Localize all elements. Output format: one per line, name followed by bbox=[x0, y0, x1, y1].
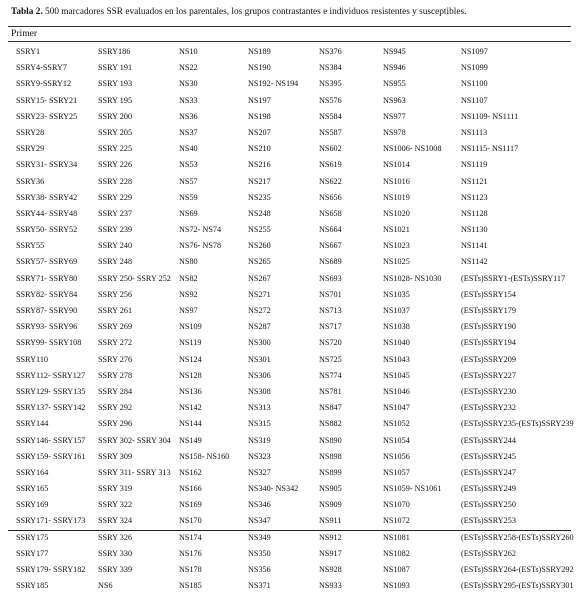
table-cell: SSRY 269 bbox=[98, 322, 133, 332]
table-cell: SSRY4-SSRY7 bbox=[16, 63, 67, 73]
table-top-rule bbox=[8, 26, 571, 27]
table-cell: NS347 bbox=[248, 516, 271, 526]
table-row bbox=[0, 352, 580, 368]
table-cell: SSRY129- SSRY135 bbox=[16, 386, 86, 396]
table-row bbox=[0, 465, 580, 481]
table-cell: SSRY99- SSRY108 bbox=[16, 338, 82, 348]
table-row bbox=[0, 513, 580, 529]
table-cell: SSRY186 bbox=[98, 47, 131, 56]
table-cell: NS92 bbox=[179, 289, 198, 299]
table-cell: NS1115- NS1117 bbox=[461, 144, 519, 154]
table-cell: NS693 bbox=[319, 273, 342, 283]
table-cell: SSRY 226 bbox=[98, 160, 133, 170]
table-cell: NS1016 bbox=[383, 176, 410, 186]
table-cell: NS356 bbox=[248, 565, 271, 574]
table-cell: NS781 bbox=[319, 386, 342, 396]
table-cell: SSRY1 bbox=[16, 47, 41, 56]
table-cell: NS576 bbox=[319, 95, 342, 105]
table-cell: SSRY 296 bbox=[98, 419, 133, 429]
table-cell: NS33 bbox=[179, 95, 198, 105]
table-cell: SSRY 319 bbox=[98, 484, 133, 494]
table-cell: NS260 bbox=[248, 241, 271, 251]
table-cell: SSRY 292 bbox=[98, 403, 133, 413]
table-cell: NS658 bbox=[319, 208, 342, 218]
table-cell: NS1097 bbox=[461, 47, 488, 56]
table-cell: NS890 bbox=[319, 435, 342, 445]
table-cell: SSRY29 bbox=[16, 144, 45, 154]
table-cell: NS197 bbox=[248, 95, 271, 105]
table-cell: SSRY165 bbox=[16, 484, 49, 494]
table-cell: NS97 bbox=[179, 306, 198, 315]
table-header-primer: Primer bbox=[11, 28, 38, 39]
table-cell: SSRY 339 bbox=[98, 565, 133, 574]
table-cell: NS978 bbox=[383, 127, 406, 137]
table-cell: NS210 bbox=[248, 144, 271, 154]
table-cell: NS1028- NS1030 bbox=[383, 273, 442, 283]
table-row bbox=[0, 157, 580, 173]
table-cell: NS142 bbox=[179, 403, 202, 413]
table-cell: NS1081 bbox=[383, 532, 410, 542]
table-cell: NS36 bbox=[179, 111, 198, 121]
table-cell: SSRY71- SSRY80 bbox=[16, 273, 78, 283]
table-cell: NS1107 bbox=[461, 95, 488, 105]
table-cell: SSRY 195 bbox=[98, 95, 133, 105]
table-cell: NS109 bbox=[179, 322, 202, 332]
table-cell: NS267 bbox=[248, 273, 271, 283]
table-cell: SSRY15- SSRY21 bbox=[16, 95, 78, 105]
table-row bbox=[0, 271, 580, 287]
table-cell: NS144 bbox=[179, 419, 202, 429]
table-cell: SSRY 284 bbox=[98, 386, 133, 396]
table-cell: NS1035 bbox=[383, 289, 410, 299]
table-cell: NS59 bbox=[179, 192, 198, 202]
table-cell: SSRY 237 bbox=[98, 208, 133, 218]
table-cell: NS1141 bbox=[461, 241, 488, 251]
table-cell: NS158- NS160 bbox=[179, 451, 230, 461]
table-cell: NS1099 bbox=[461, 63, 488, 73]
table-cell: SSRY 205 bbox=[98, 127, 133, 137]
table-row bbox=[0, 174, 580, 190]
table-cell: SSRY179- SSRY182 bbox=[16, 565, 86, 574]
table-cell: NS713 bbox=[319, 306, 342, 315]
table-row bbox=[0, 222, 580, 238]
table-header-rule bbox=[8, 41, 571, 42]
table-row bbox=[0, 481, 580, 497]
table-cell: SSRY175 bbox=[16, 532, 49, 542]
table-cell: NS300 bbox=[248, 338, 271, 348]
table-cell: NS10 bbox=[179, 47, 198, 56]
table-cell: NS174 bbox=[179, 532, 202, 542]
table-cell: (ESTs)SSRY230 bbox=[461, 386, 516, 396]
table-cell: NS847 bbox=[319, 403, 342, 413]
table-cell: NS912 bbox=[319, 532, 342, 542]
primer-table-body bbox=[0, 44, 580, 594]
table-cell: NS346 bbox=[248, 500, 271, 510]
table-cell: NS287 bbox=[248, 322, 271, 332]
table-cell: NS882 bbox=[319, 419, 342, 429]
table-cell: NS217 bbox=[248, 176, 271, 186]
table-row bbox=[0, 562, 580, 578]
table-cell: NS1006- NS1008 bbox=[383, 144, 442, 154]
table-cell: SSRY55 bbox=[16, 241, 45, 251]
table-cell: NS774 bbox=[319, 370, 342, 380]
table-cell: SSRY169 bbox=[16, 500, 49, 510]
table-cell: (ESTs)SSRY249 bbox=[461, 484, 516, 494]
table-cell: NS1123 bbox=[461, 192, 488, 202]
table-row bbox=[0, 384, 580, 400]
table-cell: NS340- NS342 bbox=[248, 484, 299, 494]
table-cell: NS308 bbox=[248, 386, 271, 396]
table-cell: NS945 bbox=[383, 47, 406, 56]
table-cell: NS1109- NS1111 bbox=[461, 111, 519, 121]
table-cell: NS265 bbox=[248, 257, 271, 267]
table-cell: SSRY 193 bbox=[98, 79, 133, 89]
table-row bbox=[0, 141, 580, 157]
table-cell: SSRY 330 bbox=[98, 548, 133, 558]
table-row bbox=[0, 433, 580, 449]
table-cell: NS1059- NS1061 bbox=[383, 484, 442, 494]
table-cell: NS128 bbox=[179, 370, 202, 380]
table-cell: NS1052 bbox=[383, 419, 410, 429]
table-cell: (ESTs)SSRY154 bbox=[461, 289, 516, 299]
table-cell: NS248 bbox=[248, 208, 271, 218]
table-cell: SSRY28 bbox=[16, 127, 45, 137]
table-row bbox=[0, 416, 580, 432]
table-row bbox=[0, 238, 580, 254]
table-cell: (ESTs)SSRY235-(ESTs)SSRY239 bbox=[461, 419, 574, 429]
table-cell: NS82 bbox=[179, 273, 198, 283]
table-cell: NS1082 bbox=[383, 548, 410, 558]
table-cell: (ESTs)SSRY262 bbox=[461, 548, 516, 558]
table-cell: NS909 bbox=[319, 500, 342, 510]
table-cell: NS1072 bbox=[383, 516, 410, 526]
table-cell: NS1014 bbox=[383, 160, 410, 170]
table-cell: (ESTs)SSRY244 bbox=[461, 435, 516, 445]
table-cell: NS272 bbox=[248, 306, 271, 315]
table-cell: SSRY164 bbox=[16, 467, 49, 477]
table-cell: SSRY 239 bbox=[98, 225, 133, 235]
table-cell: (ESTs)SSRY245 bbox=[461, 451, 516, 461]
table-cell: SSRY 240 bbox=[98, 241, 133, 251]
table-cell: NS313 bbox=[248, 403, 271, 413]
table-cell: SSRY112- SSRY127 bbox=[16, 370, 86, 380]
table-cell: NS37 bbox=[179, 127, 198, 137]
table-cell: SSRY 229 bbox=[98, 192, 133, 202]
table-cell: SSRY 276 bbox=[98, 354, 133, 364]
table-cell: SSRY57- SSRY69 bbox=[16, 257, 78, 267]
table-cell: NS1113 bbox=[461, 127, 488, 137]
table-cell: NS1043 bbox=[383, 354, 410, 364]
table-cell: NS235 bbox=[248, 192, 271, 202]
table-cell: NS395 bbox=[319, 79, 342, 89]
table-cell: NS898 bbox=[319, 451, 342, 461]
table-cell: NS376 bbox=[319, 47, 342, 56]
table-cell: NS53 bbox=[179, 160, 198, 170]
table-cell: SSRY 200 bbox=[98, 111, 133, 121]
table-cell: SSRY 302- SSRY 304 bbox=[98, 435, 171, 445]
table-row bbox=[0, 530, 580, 546]
table-cell: NS664 bbox=[319, 225, 342, 235]
table-cell: NS1021 bbox=[383, 225, 410, 235]
table-cell: SSRY137- SSRY142 bbox=[16, 403, 86, 413]
table-cell: NS899 bbox=[319, 467, 342, 477]
table-cell: NS349 bbox=[248, 532, 271, 542]
table-cell: NS162 bbox=[179, 467, 202, 477]
table-cell: NS911 bbox=[319, 516, 342, 526]
table-cell: NS371 bbox=[248, 581, 271, 591]
table-cell: NS69 bbox=[179, 208, 198, 218]
table-cell: NS216 bbox=[248, 160, 271, 170]
table-cell: SSRY159- SSRY161 bbox=[16, 451, 86, 461]
table-cell: NS701 bbox=[319, 289, 342, 299]
table-cell: SSRY50- SSRY52 bbox=[16, 225, 78, 235]
table-cell: (ESTs)SSRY190 bbox=[461, 322, 516, 332]
table-cell: SSRY9-SSRY12 bbox=[16, 79, 72, 89]
table-cell: NS185 bbox=[179, 581, 202, 591]
table-caption bbox=[11, 6, 571, 18]
table-cell: (ESTs)SSRY247 bbox=[461, 467, 516, 477]
table-cell: NS1038 bbox=[383, 322, 410, 332]
table-row bbox=[0, 578, 580, 594]
table-cell: NS1119 bbox=[461, 160, 488, 170]
table-cell: SSRY 225 bbox=[98, 144, 133, 154]
table-cell: NS1142 bbox=[461, 257, 488, 267]
table-cell: (ESTs)SSRY250 bbox=[461, 500, 516, 510]
table-cell: NS928 bbox=[319, 565, 342, 574]
table-cell: SSRY 322 bbox=[98, 500, 133, 510]
table-row bbox=[0, 93, 580, 109]
table-cell: NS149 bbox=[179, 435, 202, 445]
table-cell: SSRY36 bbox=[16, 176, 45, 186]
table-cell: NS1054 bbox=[383, 435, 410, 445]
table-cell: NS656 bbox=[319, 192, 342, 202]
table-cell: NS1019 bbox=[383, 192, 410, 202]
table-cell: SSRY87- SSRY90 bbox=[16, 306, 78, 315]
table-cell: (ESTs)SSRY1-(ESTs)SSRY117 bbox=[461, 273, 566, 283]
table-cell: NS170 bbox=[179, 516, 202, 526]
table-cell: NS166 bbox=[179, 484, 202, 494]
table-cell: SSRY 278 bbox=[98, 370, 133, 380]
table-cell: SSRY93- SSRY96 bbox=[16, 322, 78, 332]
table-cell: SSRY 248 bbox=[98, 257, 133, 267]
table-cell: SSRY171- SSRY173 bbox=[16, 516, 86, 526]
table-cell: NS1020 bbox=[383, 208, 410, 218]
table-cell: SSRY 191 bbox=[98, 63, 133, 73]
table-row bbox=[0, 254, 580, 270]
table-cell: NS1057 bbox=[383, 467, 410, 477]
table-cell: NS207 bbox=[248, 127, 271, 137]
table-cell: NS255 bbox=[248, 225, 271, 235]
table-cell: SSRY38- SSRY42 bbox=[16, 192, 78, 202]
table-row bbox=[0, 109, 580, 125]
table-cell: NS136 bbox=[179, 386, 202, 396]
table-cell: NS1070 bbox=[383, 500, 410, 510]
table-cell: NS584 bbox=[319, 111, 342, 121]
table-cell: NS955 bbox=[383, 79, 406, 89]
table-cell: NS169 bbox=[179, 500, 202, 510]
table-row bbox=[0, 44, 580, 60]
table-caption-text: 500 marcadores SSR evaluados en los parentales, los grupos contrastantes e individuos resistentes y susceptibles. bbox=[42, 7, 467, 17]
table-cell: NS963 bbox=[383, 95, 406, 105]
table-cell: NS1130 bbox=[461, 225, 488, 235]
table-cell: NS1040 bbox=[383, 338, 410, 348]
table-cell: NS725 bbox=[319, 354, 342, 364]
table-cell: NS176 bbox=[179, 548, 202, 558]
table-cell: NS6 bbox=[98, 581, 113, 591]
table-cell: NS384 bbox=[319, 63, 342, 73]
table-row bbox=[0, 497, 580, 513]
table-cell: SSRY 324 bbox=[98, 516, 133, 526]
table-cell: NS80 bbox=[179, 257, 198, 267]
table-cell: NS76- NS78 bbox=[179, 241, 222, 251]
table-cell: (ESTs)SSRY232 bbox=[461, 403, 516, 413]
table-cell: NS717 bbox=[319, 322, 342, 332]
table-row bbox=[0, 400, 580, 416]
table-cell: SSRY 261 bbox=[98, 306, 133, 315]
table-row bbox=[0, 76, 580, 92]
table-cell: NS1037 bbox=[383, 306, 410, 315]
table-cell: NS271 bbox=[248, 289, 271, 299]
table-cell: NS917 bbox=[319, 548, 342, 558]
table-cell: NS689 bbox=[319, 257, 342, 267]
table-cell: SSRY 309 bbox=[98, 451, 133, 461]
table-cell: SSRY44- SSRY48 bbox=[16, 208, 78, 218]
table-cell: (ESTs)SSRY258-(ESTs)SSRY260 bbox=[461, 532, 574, 542]
table-cell: (ESTs)SSRY227 bbox=[461, 370, 516, 380]
table-cell: NS72- NS74 bbox=[179, 225, 222, 235]
table-cell: NS124 bbox=[179, 354, 202, 364]
table-cell: SSRY82- SSRY84 bbox=[16, 289, 78, 299]
table-cell: NS190 bbox=[248, 63, 271, 73]
table-cell: NS119 bbox=[179, 338, 202, 348]
table-cell: NS587 bbox=[319, 127, 342, 137]
table-cell: NS306 bbox=[248, 370, 271, 380]
table-cell: NS977 bbox=[383, 111, 406, 121]
table-row bbox=[0, 287, 580, 303]
table-cell: (ESTs)SSRY253 bbox=[461, 516, 516, 526]
table-cell: NS30 bbox=[179, 79, 198, 89]
table-cell: SSRY177 bbox=[16, 548, 49, 558]
table-row bbox=[0, 335, 580, 351]
table-row bbox=[0, 319, 580, 335]
table-cell: NS198 bbox=[248, 111, 271, 121]
table-cell: NS1100 bbox=[461, 79, 488, 89]
table-cell: NS905 bbox=[319, 484, 342, 494]
table-cell: NS1121 bbox=[461, 176, 488, 186]
table-cell: NS1056 bbox=[383, 451, 410, 461]
table-cell: NS622 bbox=[319, 176, 342, 186]
table-cell: NS667 bbox=[319, 241, 342, 251]
table-cell: NS327 bbox=[248, 467, 271, 477]
table-cell: (ESTs)SSRY179 bbox=[461, 306, 516, 315]
table-cell: NS946 bbox=[383, 63, 406, 73]
table-cell: NS1025 bbox=[383, 257, 410, 267]
table-row bbox=[0, 206, 580, 222]
table-row bbox=[0, 190, 580, 206]
table-cell: NS315 bbox=[248, 419, 271, 429]
table-cell: NS602 bbox=[319, 144, 342, 154]
table-cell: NS323 bbox=[248, 451, 271, 461]
table-cell: SSRY 272 bbox=[98, 338, 133, 348]
table-cell: (ESTs)SSRY295-(ESTs)SSRY301 bbox=[461, 581, 574, 591]
table-cell: NS720 bbox=[319, 338, 342, 348]
table-cell: (ESTs)SSRY194 bbox=[461, 338, 516, 348]
table-cell: SSRY23- SSRY25 bbox=[16, 111, 78, 121]
table-cell: SSRY 311- SSRY 313 bbox=[98, 467, 171, 477]
table-cell: SSRY31- SSRY34 bbox=[16, 160, 78, 170]
table-cell: NS1087 bbox=[383, 565, 410, 574]
table-cell: (ESTs)SSRY209 bbox=[461, 354, 516, 364]
table-caption-label: Tabla 2. bbox=[11, 7, 43, 17]
table-cell: NS619 bbox=[319, 160, 342, 170]
table-cell: (ESTs)SSRY264-(ESTs)SSRY292 bbox=[461, 565, 574, 574]
table-cell: NS301 bbox=[248, 354, 271, 364]
table-row bbox=[0, 368, 580, 384]
table-cell: NS1093 bbox=[383, 581, 410, 591]
table-cell: NS350 bbox=[248, 548, 271, 558]
table-cell: NS1046 bbox=[383, 386, 410, 396]
table-cell: NS189 bbox=[248, 47, 271, 56]
table-cell: NS933 bbox=[319, 581, 342, 591]
table-cell: NS1045 bbox=[383, 370, 410, 380]
table-cell: SSRY185 bbox=[16, 581, 49, 591]
table-row bbox=[0, 125, 580, 141]
table-cell: NS1047 bbox=[383, 403, 410, 413]
table-cell: NS1023 bbox=[383, 241, 410, 251]
table-cell: NS1128 bbox=[461, 208, 488, 218]
table-cell: NS192- NS194 bbox=[248, 79, 299, 89]
table-cell: SSRY110 bbox=[16, 354, 49, 364]
table-bottom-rule bbox=[8, 530, 571, 531]
table-cell: NS40 bbox=[179, 144, 198, 154]
table-cell: NS319 bbox=[248, 435, 271, 445]
table-cell: NS57 bbox=[179, 176, 198, 186]
table-row bbox=[0, 546, 580, 562]
table-cell: SSRY144 bbox=[16, 419, 49, 429]
table-cell: NS22 bbox=[179, 63, 198, 73]
table-cell: NS178 bbox=[179, 565, 202, 574]
table-cell: SSRY 250- SSRY 252 bbox=[98, 273, 171, 283]
table-cell: SSRY 228 bbox=[98, 176, 133, 186]
table-cell: SSRY 256 bbox=[98, 289, 133, 299]
table-row bbox=[0, 449, 580, 465]
table-cell: SSRY146- SSRY157 bbox=[16, 435, 86, 445]
table-cell: SSRY 326 bbox=[98, 532, 133, 542]
table-row bbox=[0, 303, 580, 319]
table-row bbox=[0, 60, 580, 76]
